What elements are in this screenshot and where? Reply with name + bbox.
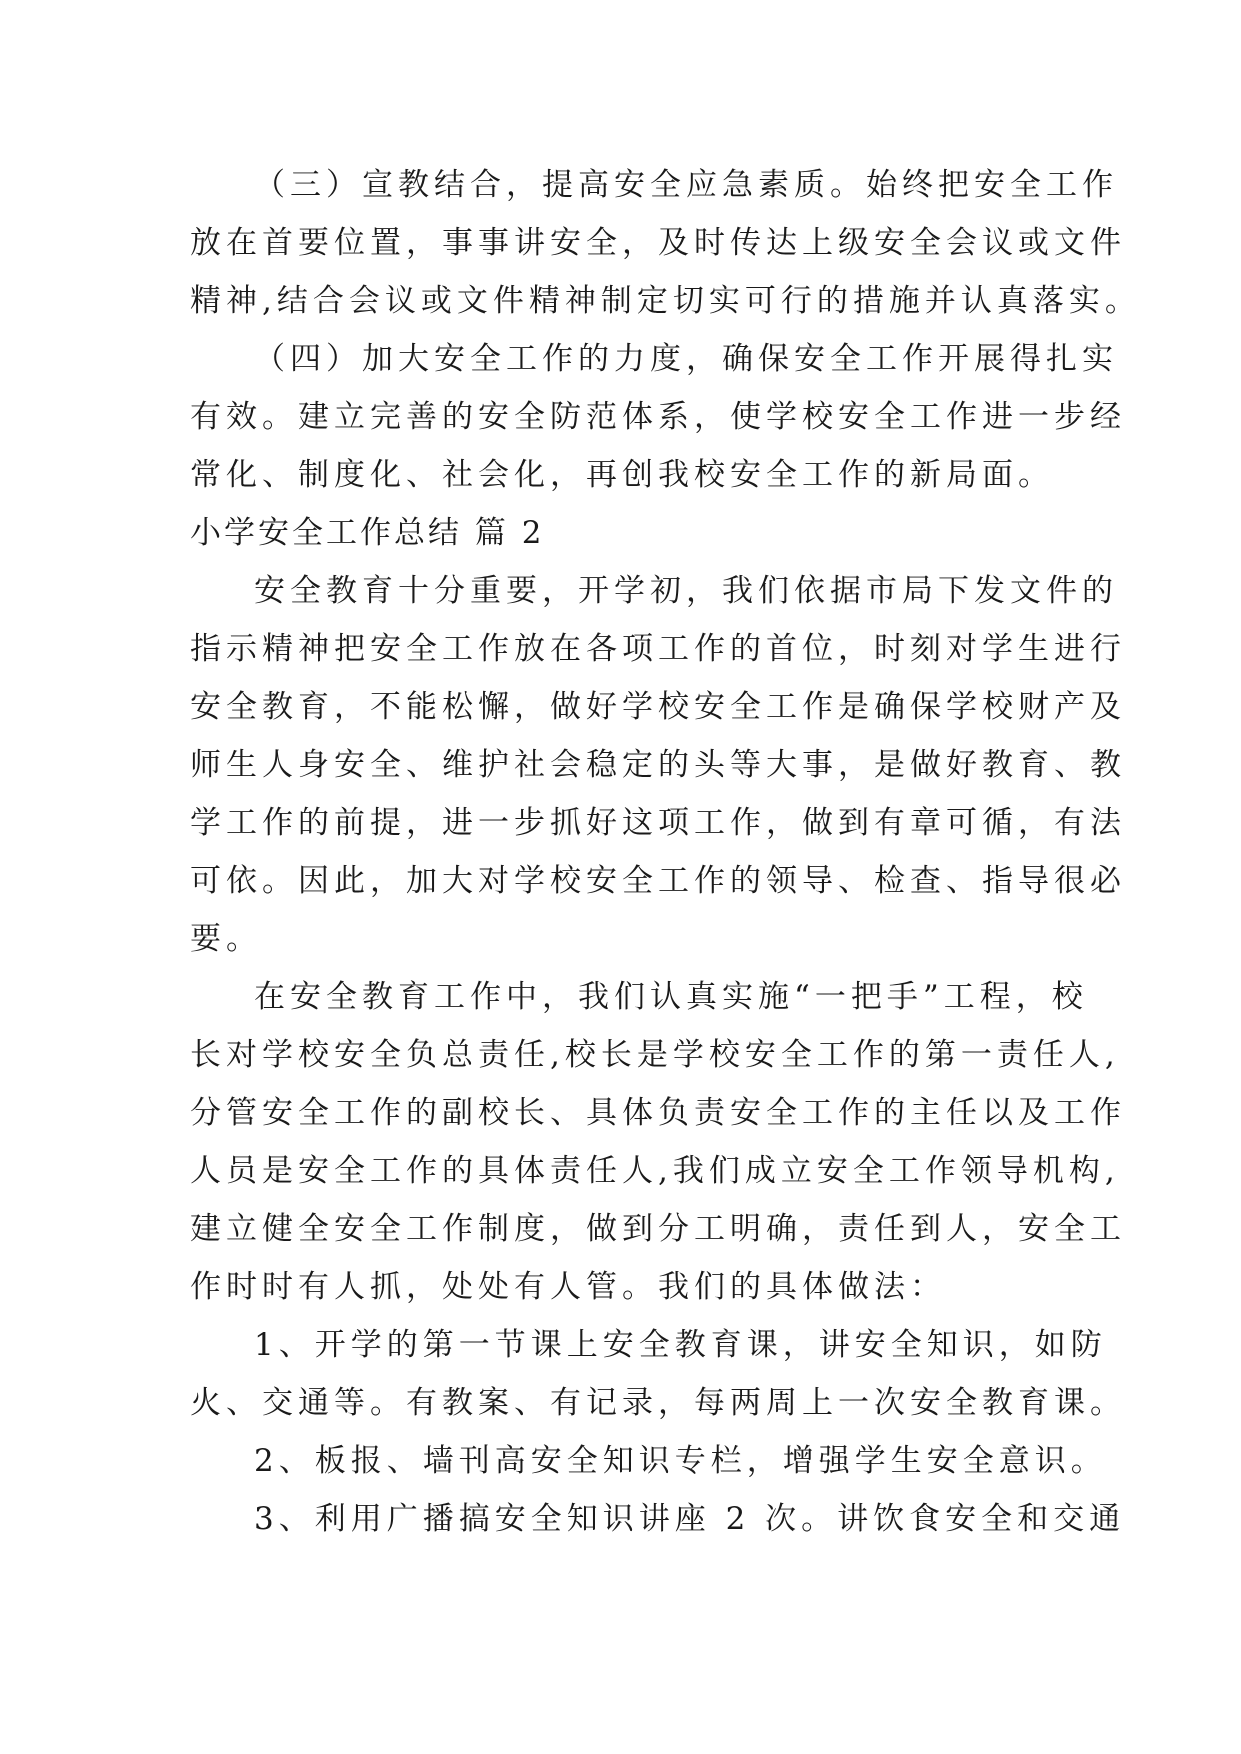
text-line: 分管安全工作的副校长、具体负责安全工作的主任以及工作 [190,1095,1126,1131]
text-line: （三）宣教结合，提高安全应急素质。始终把安全工作 [254,167,1118,203]
text-line: 学工作的前提，进一步抓好这项工作，做到有章可循，有法 [190,805,1126,841]
text-line: 安全教育，不能松懈，做好学校安全工作是确保学校财产及 [190,689,1126,725]
section-heading: 小学安全工作总结 篇 2 [190,515,545,551]
text-line: 指示精神把安全工作放在各项工作的首位，时刻对学生进行 [190,631,1126,667]
text-line: 要。 [190,921,262,957]
list-item-broadcast: 3、利用广播搞安全知识讲座 2 次。讲饮食安全和交通 [254,1501,1126,1537]
text-line: 有效。建立完善的安全防范体系，使学校安全工作进一步经 [190,399,1126,435]
paragraph-responsibility [190,968,1126,1316]
paragraph-strengthen-safety [190,330,1126,504]
text-line: 常化、制度化、社会化，再创我校安全工作的新局面。 [190,457,1054,493]
text-line: 放在首要位置，事事讲安全，及时传达上级安全会议或文件 [190,225,1126,261]
text-line: 作时时有人抓，处处有人管。我们的具体做法： [190,1269,946,1305]
paragraph-publicity-education [190,156,1141,330]
list-item-blackboard: 2、板报、墙刊高安全知识专栏，增强学生安全意识。 [254,1443,1107,1479]
list-item-first-lesson [190,1316,1126,1432]
text-line: 在安全教育工作中，我们认真实施“一把手”工程，校 [254,979,1088,1015]
text-line: 精神,结合会议或文件精神制定切实可行的措施并认真落实。 [190,283,1141,319]
text-line: 1、开学的第一节课上安全教育课，讲安全知识，如防 [254,1327,1107,1363]
text-line: 长对学校安全负总责任,校长是学校安全工作的第一责任人, [190,1037,1120,1073]
document-body [190,156,1141,1548]
text-line: （四）加大安全工作的力度，确保安全工作开展得扎实 [254,341,1118,377]
text-line: 师生人身安全、维护社会稳定的头等大事，是做好教育、教 [190,747,1126,783]
text-line: 火、交通等。有教案、有记录，每两周上一次安全教育课。 [190,1385,1126,1421]
text-line: 建立健全安全工作制度，做到分工明确，责任到人，安全工 [190,1211,1126,1247]
text-line: 安全教育十分重要，开学初，我们依据市局下发文件的 [254,573,1118,609]
text-line: 人员是安全工作的具体责任人,我们成立安全工作领导机构, [190,1153,1120,1189]
text-line: 可依。因此，加大对学校安全工作的领导、检查、指导很必 [190,863,1126,899]
paragraph-safety-education [190,562,1126,968]
